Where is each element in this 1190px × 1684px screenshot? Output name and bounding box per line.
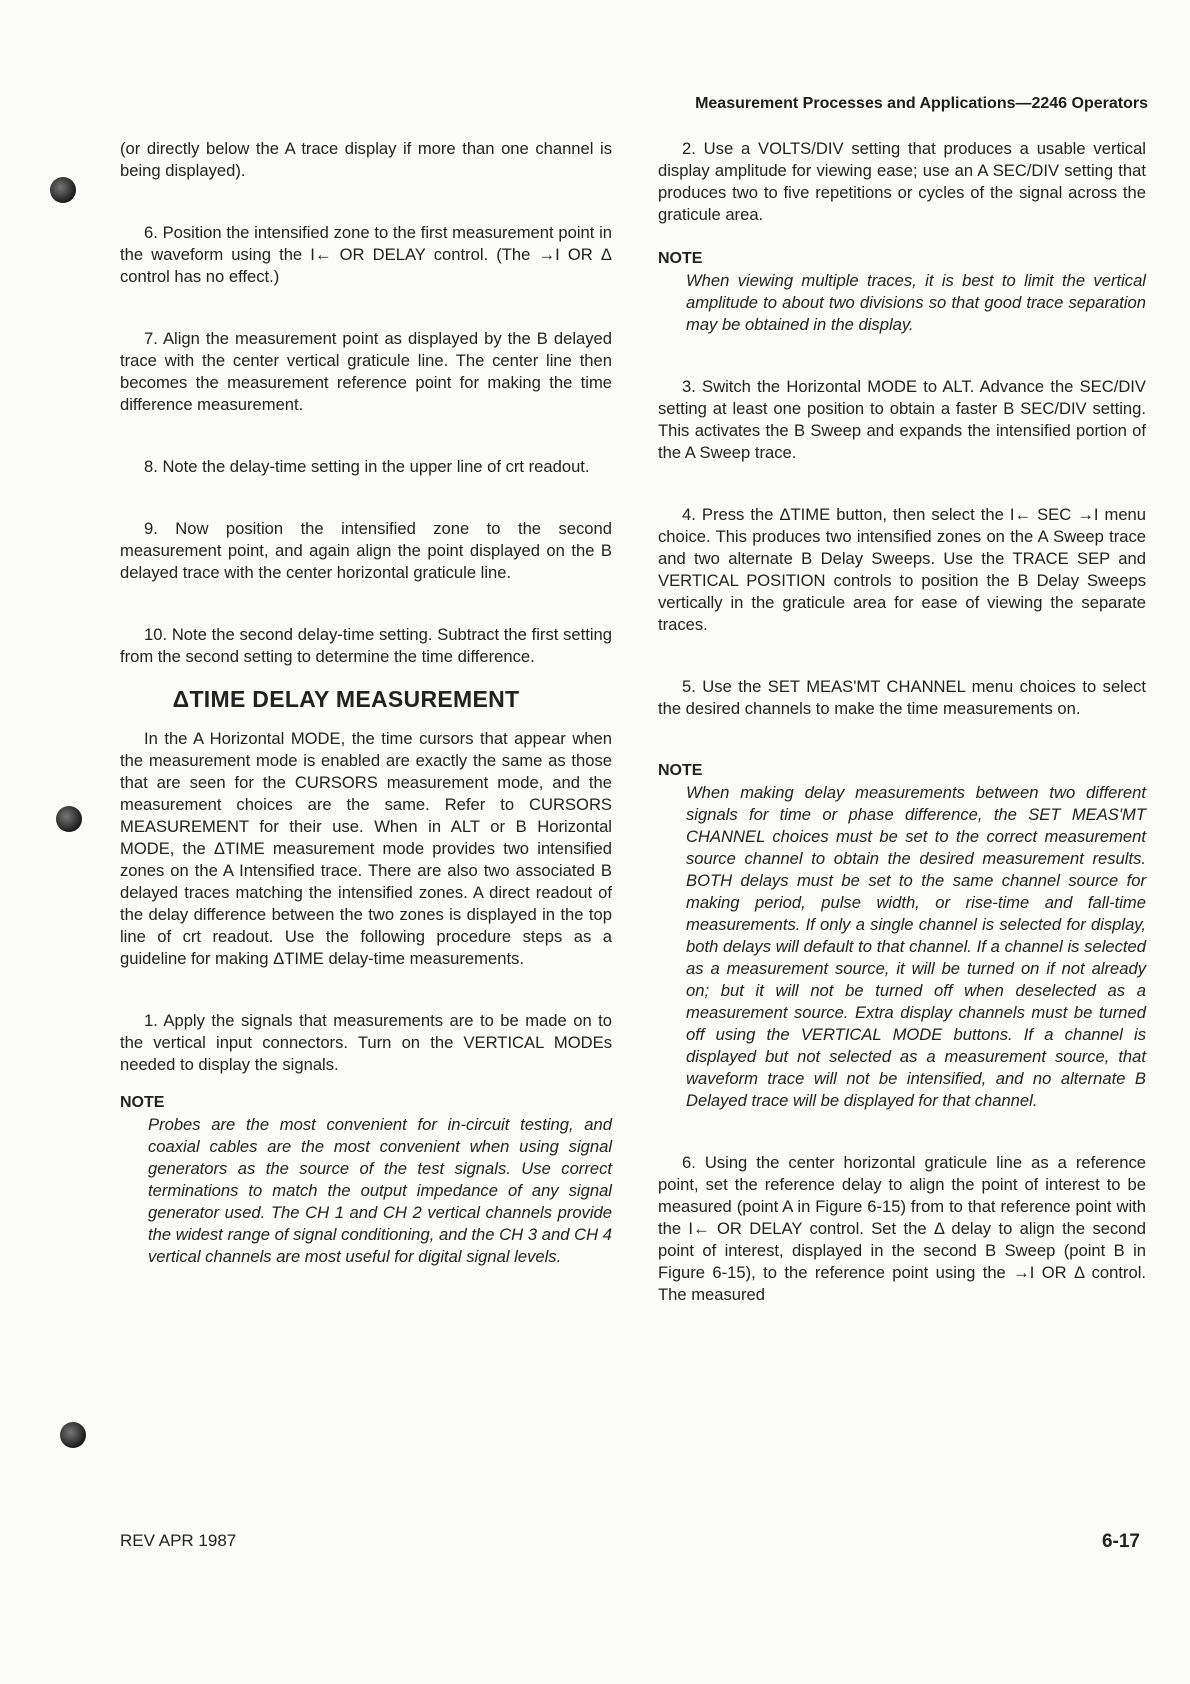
punch-hole-top xyxy=(50,177,76,203)
step-9: 9. Now position the intensified zone to the second measurement point, and again align the point displayed on the B delayed trace with the center horizontal graticule line. xyxy=(120,519,612,582)
page-number: 6-17 xyxy=(1101,1531,1140,1552)
section-title: ΔTIME DELAY MEASUREMENT xyxy=(172,686,520,712)
punch-hole-bottom xyxy=(60,1422,86,1448)
step-2: 2. Use a VOLTS/DIV setting that produces a usable vertical display amplitude for viewing ease; use an A SEC/DIV setting that produces two to five repetitions or cycles of the signal across the graticule area. xyxy=(658,139,1146,224)
note-text-left: Probes are the most convenient for in-circuit testing, and coaxial cables are the most convenient when using signal generators as the source of the test signals. Use correct terminations to match the output impedance of any signal generator used. The CH 1 and CH 2 vertical channels provide the widest range of signal conditioning, and the CH 3 and CH 4 vertical channels are most useful for digital signal levels. xyxy=(148,1115,612,1266)
running-head: Measurement Processes and Applications—2246 Operators xyxy=(695,95,1148,112)
punch-hole-middle xyxy=(56,806,82,832)
step-1: 1. Apply the signals that measurements are to be made on to the vertical input connectors. Turn on the VERTICAL MODEs needed to display the signals. xyxy=(120,1011,612,1074)
step-6-left: 6. Position the intensified zone to the first measurement point in the waveform using the I← OR DELAY control. (The →I OR Δ control has no effect.) xyxy=(120,223,612,286)
step-7: 7. Align the measurement point as displayed by the B delayed trace with the center vertical graticule line. The center line then becomes the measurement reference point for making the time difference measurement. xyxy=(120,329,612,414)
step-6-right: 6. Using the center horizontal graticule line as a reference point, set the reference delay to align the point of interest to be measured (point A in Figure 6-15) from to that reference point with the I← OR DELAY control. Set the Δ delay to align the second point of interest, displayed in the second B Sweep (point B in Figure 6-15), to the reference point using the →I OR Δ control. The measured xyxy=(658,1153,1146,1304)
binding-margin xyxy=(0,0,70,1684)
step-4: 4. Press the ΔTIME button, then select the I← SEC →I menu choice. This produces two intensified zones on the A Sweep trace and two alternate B Delay Sweeps. Use the TRACE SEP and VERTICAL POSITION controls to position the B Delay Sweeps vertically in the graticule area for ease of viewing the separate traces. xyxy=(658,505,1146,634)
note1-text: When viewing multiple traces, it is best to limit the vertical amplitude to about two divisions so that good trace separation may be obtained in the display. xyxy=(686,271,1146,334)
step-5: 5. Use the SET MEAS'MT CHANNEL menu choices to select the desired channels to make the time measurements on. xyxy=(658,677,1146,718)
left-column xyxy=(120,138,612,1268)
note2-heading: NOTE xyxy=(658,762,703,779)
note-heading-left: NOTE xyxy=(120,1094,165,1111)
step-3: 3. Switch the Horizontal MODE to ALT. Advance the SEC/DIV setting at least one position to obtain a faster B SEC/DIV setting. This activates the B Sweep and expands the intensified portion of the A Sweep trace. xyxy=(658,377,1146,462)
step-8: 8. Note the delay-time setting in the upper line of crt readout. xyxy=(144,457,590,476)
step-10: 10. Note the second delay-time setting. Subtract the first setting from the second setting to determine the time difference. xyxy=(120,625,612,666)
note2-text: When making delay measurements between two different signals for time or phase difference, the SET MEAS'MT CHANNEL choices must be set to the correct measurement source channel to obtain the desired measurement results. BOTH delays must be set to the same channel source for making period, pulse width, or rise-time and fall-time measurements. If only a single channel is selected for display, both delays will default to that channel. If a channel is selected as a measurement source, it will be turned on if not already on; but it will not be turned off when deselected as a measurement source. Extra display channels must be turned off using the VERTICAL MODE buttons. If a channel is displayed but not selected as a measurement source, that waveform trace will not be intensified, and no alternate B Delayed trace will be displayed for that channel. xyxy=(686,783,1146,1110)
revision-date: REV APR 1987 xyxy=(120,1531,237,1550)
right-column xyxy=(658,138,1146,1306)
continued-paragraph: (or directly below the A trace display if more than one channel is being displayed). xyxy=(120,139,612,180)
section-intro: In the A Horizontal MODE, the time cursors that appear when the measurement mode is enabled are exactly the same as those that are seen for the CURSORS measurement mode, and the measurement choices are the same. Refer to CURSORS MEASUREMENT for their use. When in ALT or B Horizontal MODE, the ΔTIME measurement mode provides two intensified zones on the A Intensified trace. There are also two associated B delayed traces matching the intensified zones. A direct readout of the delay difference between the two zones is displayed in the top line of crt readout. Use the following procedure steps as a guideline for making ΔTIME delay-time measurements. xyxy=(120,729,612,968)
note1-heading: NOTE xyxy=(658,250,703,267)
